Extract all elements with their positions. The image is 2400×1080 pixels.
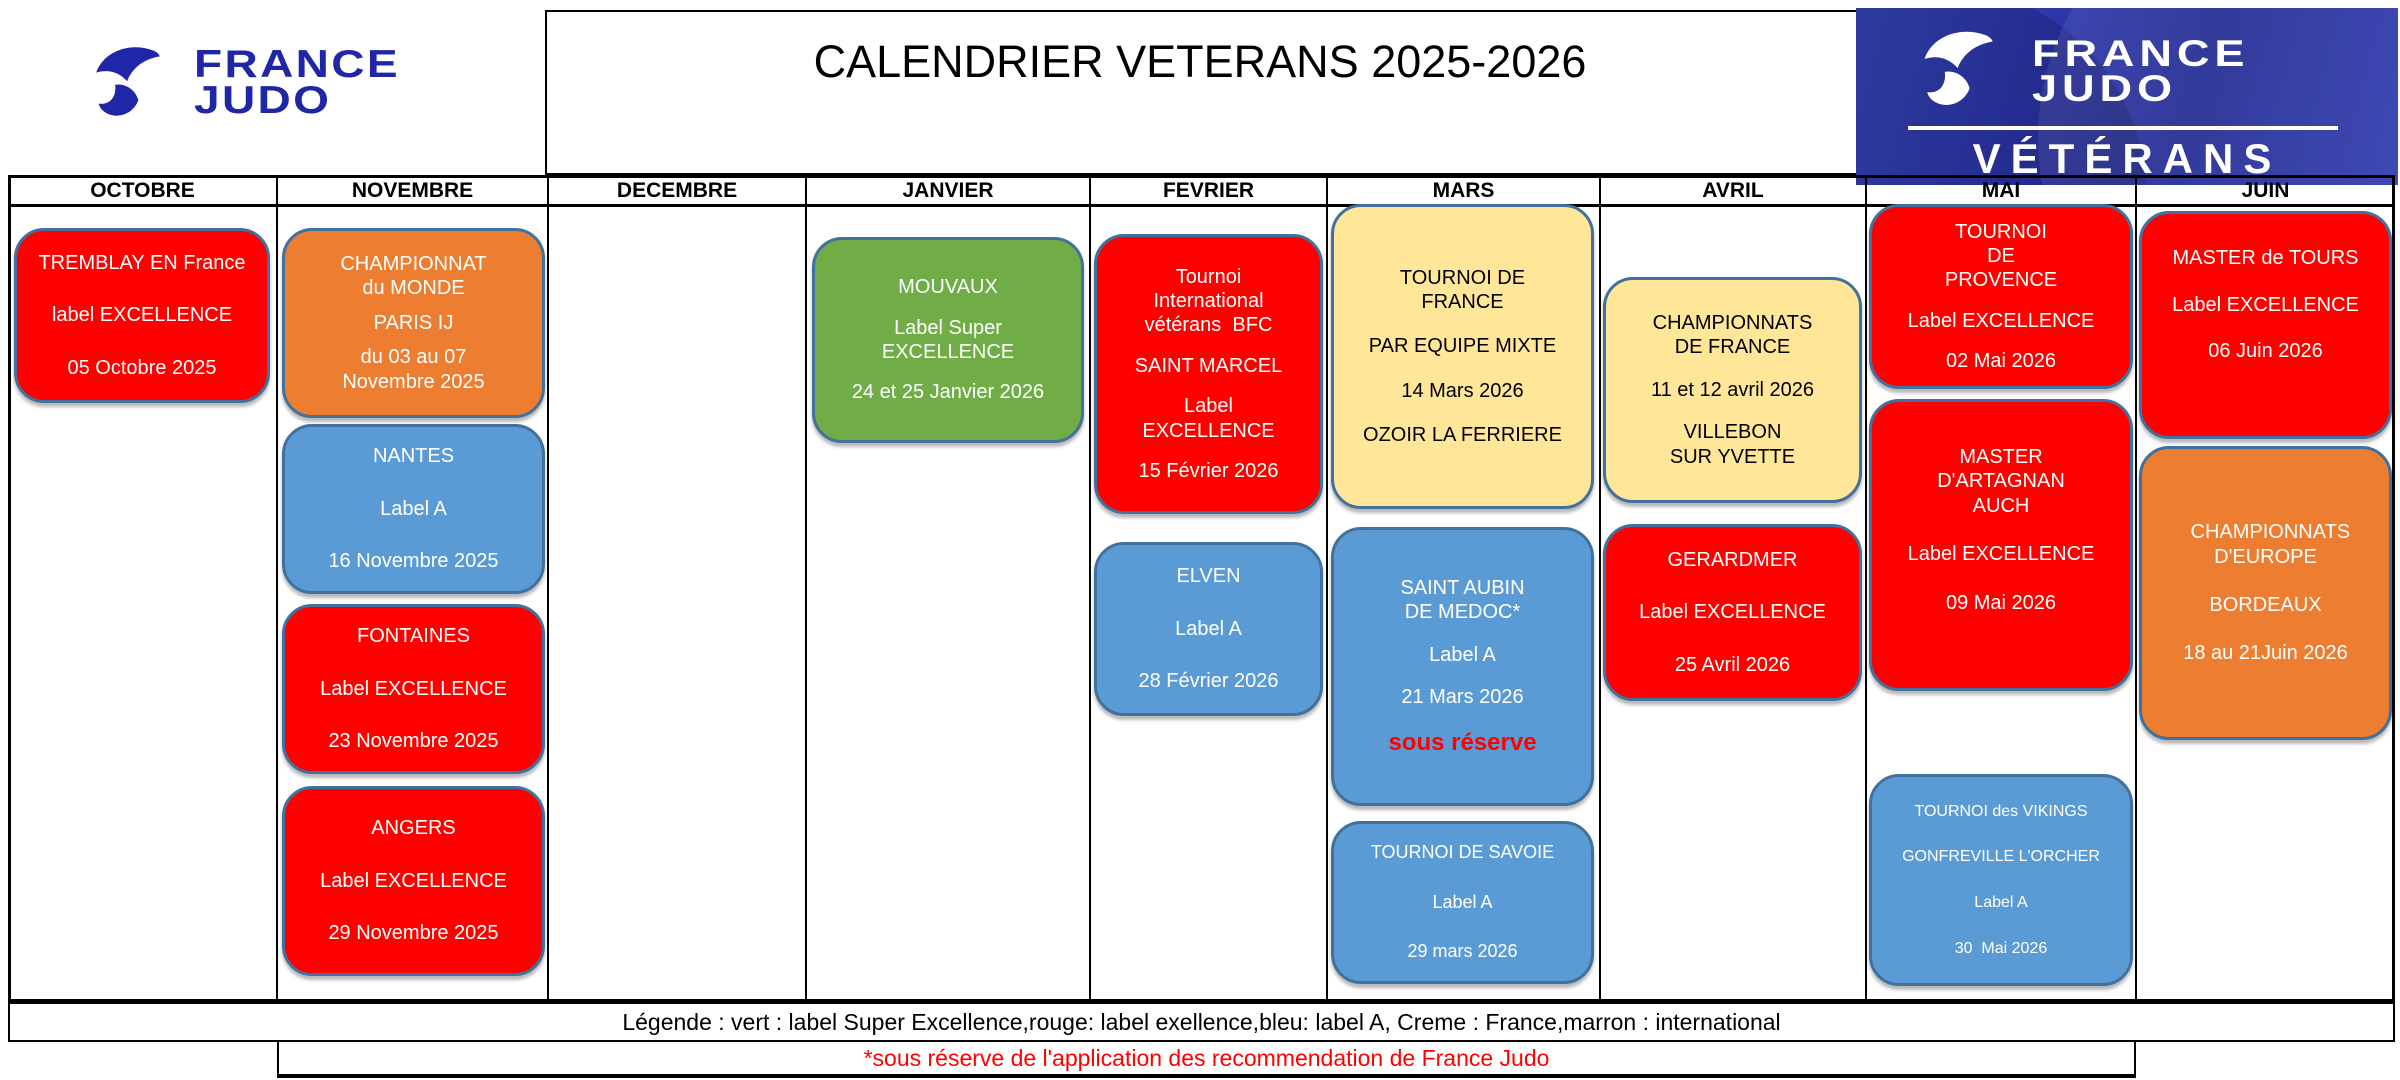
event-mai-vikings: [1869, 774, 2133, 986]
event-line: 14 Mars 2026: [1401, 379, 1524, 402]
event-line: Label EXCELLENCE: [1142, 395, 1275, 442]
event-mai-auch: [1869, 399, 2133, 691]
event-avr-cdf: [1603, 277, 1862, 503]
event-line: label EXCELLENCE: [51, 304, 233, 327]
event-line: 09 Mai 2026: [1945, 591, 2057, 614]
banner-line-judo: JUDO: [2032, 68, 2177, 110]
event-mai-provence: [1869, 204, 2133, 389]
event-line: MASTER D'ARTAGNAN AUCH: [1937, 446, 2070, 517]
event-line: Label EXCELLENCE: [320, 677, 507, 700]
column-divider: [1599, 175, 1601, 1002]
france-judo-banner-icon: [1916, 24, 2014, 116]
event-line: 29 mars 2026: [1407, 941, 1518, 962]
event-line: Label EXCELLENCE: [1639, 601, 1826, 624]
event-line: Label A: [1429, 643, 1496, 666]
event-line: PARIS IJ: [373, 311, 454, 334]
month-header-mai: MAI: [1981, 179, 2021, 202]
event-fev-elven: [1094, 542, 1323, 716]
event-line: 15 Février 2026: [1138, 459, 1279, 482]
event-line: Label A: [380, 497, 447, 520]
event-line: 30 Mai 2026: [1954, 939, 2048, 957]
month-header-novembre: NOVEMBRE: [351, 179, 474, 202]
event-line: Label EXCELLENCE: [2172, 293, 2359, 316]
column-divider: [547, 175, 549, 1002]
event-line: SAINT AUBIN DE MEDOC*: [1400, 577, 1531, 624]
event-line: ELVEN: [1176, 565, 1241, 588]
logo-line-judo: JUDO: [194, 79, 332, 122]
event-line: Label A: [1175, 617, 1242, 640]
event-line: Tournoi International vétérans BFC: [1144, 265, 1273, 337]
event-line: du 03 au 07 Novembre 2025: [342, 346, 485, 393]
month-header-fevrier: FEVRIER: [1162, 179, 1254, 202]
event-line: TOURNOI des VIKINGS: [1914, 802, 2088, 820]
event-juin-tours: [2139, 211, 2392, 439]
event-oct-tremblay: [14, 228, 270, 403]
event-line: 16 Novembre 2025: [328, 550, 499, 573]
event-line: Label A: [1432, 891, 1493, 912]
column-divider: [805, 175, 807, 1002]
legend-text: Légende : vert : label Super Excellence,rouge: label exellence,bleu: label A, Creme : France,marron : international: [622, 1008, 1781, 1035]
event-line: TREMBLAY EN France: [38, 251, 246, 274]
page-title: CALENDRIER VETERANS 2025-2026: [813, 36, 1587, 87]
column-divider: [1865, 175, 1867, 1002]
event-line: Label A: [1974, 894, 2028, 911]
event-line: 02 Mai 2026: [1945, 350, 2057, 373]
banner-divider: [1908, 126, 2338, 130]
event-line: MASTER de TOURS: [2172, 247, 2359, 270]
event-line: VILLEBON SUR YVETTE: [1669, 421, 1796, 468]
event-line: 05 Octobre 2025: [67, 356, 217, 379]
month-header-mars: MARS: [1432, 179, 1495, 202]
event-line: 11 et 12 avril 2026: [1650, 378, 1815, 401]
event-line: TOURNOI DE SAVOIE: [1370, 841, 1555, 862]
event-line: FONTAINES: [357, 625, 470, 648]
column-divider: [276, 175, 278, 1002]
event-nov-angers: [282, 786, 545, 976]
event-line: Label Super EXCELLENCE: [881, 316, 1015, 363]
event-line: 06 Juin 2026: [2208, 340, 2323, 363]
event-mars-savoie: [1331, 821, 1594, 984]
event-nov-fontaines: [282, 604, 545, 774]
event-line: 29 Novembre 2025: [328, 922, 499, 945]
month-header-decembre: DECEMBRE: [616, 179, 738, 202]
legend-bar: [8, 1002, 2395, 1042]
footnote-bar: [277, 1042, 2136, 1078]
veterans-banner: [1856, 8, 2398, 185]
banner-line-france: FRANCE: [2032, 33, 2250, 74]
event-line: OZOIR LA FERRIERE: [1363, 424, 1562, 447]
event-line: 18 au 21Juin 2026: [2183, 642, 2348, 665]
event-avr-gerardmer: [1603, 524, 1862, 701]
logo-wordmark: [194, 43, 400, 122]
event-line: CHAMPIONNATS DE FRANCE: [1652, 312, 1818, 359]
logo-line-france: FRANCE: [194, 43, 400, 87]
event-juin-europe: [2139, 446, 2392, 740]
event-line: PAR EQUIPE MIXTE: [1368, 335, 1557, 358]
banner-wordmark: [2032, 33, 2250, 110]
france-judo-logo-icon: [88, 40, 180, 126]
column-divider: [1326, 175, 1328, 1002]
banner-veterans-label: VÉTÉRANS: [1972, 135, 2282, 182]
event-line: SAINT MARCEL: [1134, 354, 1283, 377]
column-divider: [2135, 175, 2137, 1002]
event-line: Label EXCELLENCE: [320, 869, 507, 892]
event-line: Label EXCELLENCE: [1907, 543, 2095, 566]
event-line: NANTES: [372, 445, 455, 468]
event-line: TOURNOI DE FRANCE: [1399, 266, 1531, 313]
event-line: 21 Mars 2026: [1401, 686, 1524, 709]
event-nov-nantes: [282, 424, 545, 594]
month-header-janvier: JANVIER: [902, 179, 994, 202]
month-header-avril: AVRIL: [1702, 179, 1764, 202]
event-line: 23 Novembre 2025: [328, 730, 499, 753]
event-jan-mouvaux: [812, 237, 1084, 443]
month-header-octobre: OCTOBRE: [90, 179, 195, 202]
event-line: CHAMPIONNATS D'EUROPE: [2190, 521, 2356, 568]
event-line: 25 Avril 2026: [1674, 653, 1791, 676]
france-judo-logo: [88, 40, 400, 126]
event-line: GERARDMER: [1667, 548, 1798, 571]
event-nov-monde: [282, 228, 545, 418]
event-line: BORDEAUX: [2209, 594, 2322, 616]
event-line: GONFREVILLE L'ORCHER: [1902, 848, 2100, 866]
event-mars-tdf: [1331, 204, 1594, 509]
event-line: 24 et 25 Janvier 2026: [851, 381, 1045, 404]
event-line: sous réserve: [1388, 728, 1537, 756]
event-line: Label EXCELLENCE: [1907, 309, 2095, 332]
event-line: ANGERS: [371, 817, 456, 840]
event-line: CHAMPIONNAT du MONDE: [340, 253, 493, 300]
event-mars-staubin: [1331, 527, 1594, 806]
month-header-juin: JUIN: [2241, 179, 2290, 202]
event-line: 28 Février 2026: [1138, 670, 1279, 693]
event-fev-bfc: [1094, 234, 1323, 514]
column-divider: [1089, 175, 1091, 1002]
footnote-text: *sous réserve de l'application des recommendation de France Judo: [863, 1044, 1550, 1071]
event-line: MOUVAUX: [898, 276, 998, 299]
event-line: TOURNOI DE PROVENCE: [1944, 220, 2058, 292]
